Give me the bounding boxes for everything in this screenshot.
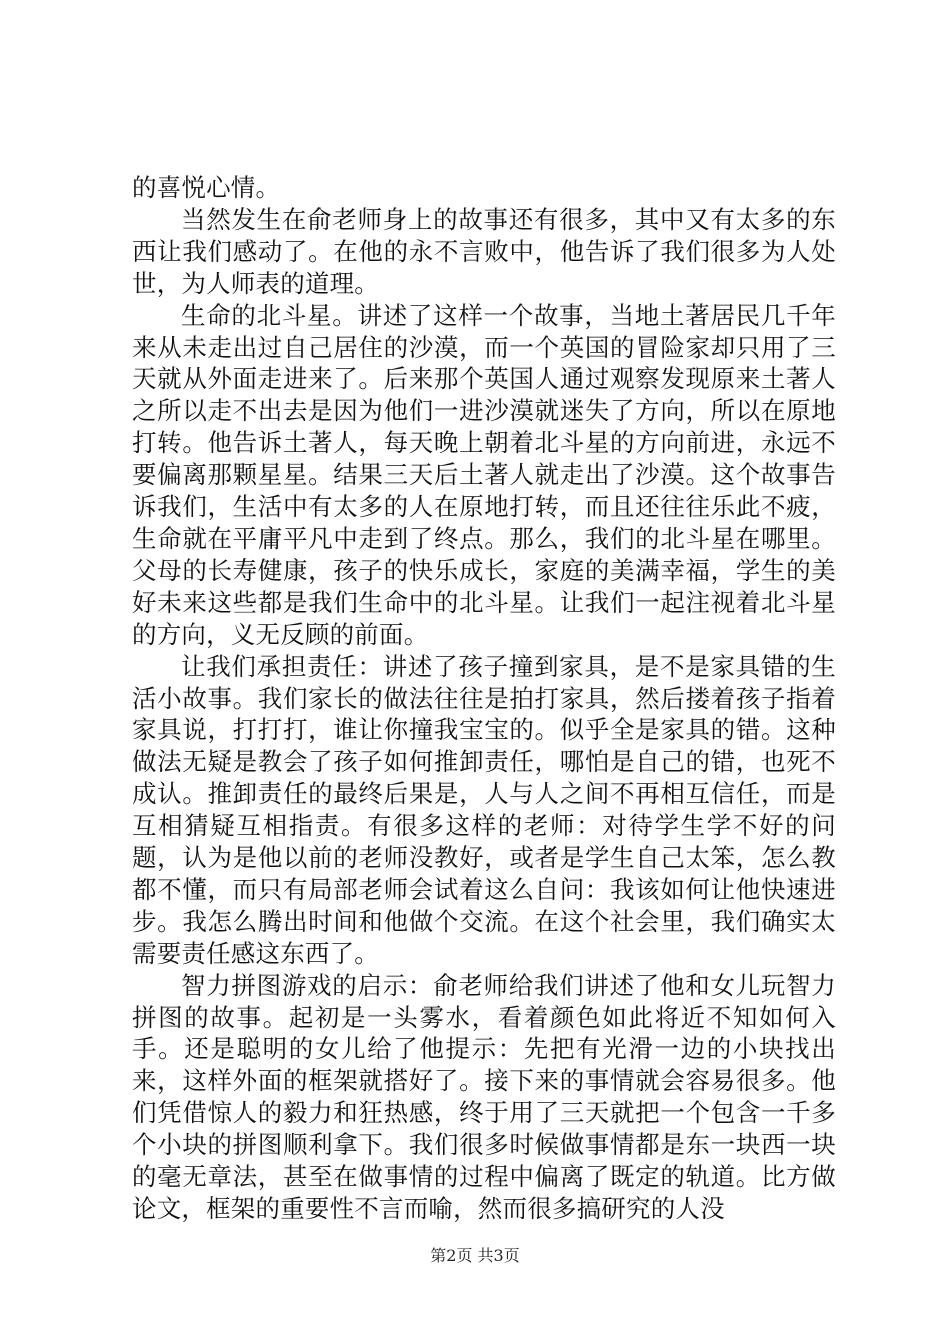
- paragraph-puzzle: 智力拼图游戏的启示：俞老师给我们讲述了他和女儿玩智力拼图的故事。起初是一头雾水，看着颜色如此将近不知如何入手。还是聪明的女儿给了他提示：先把有光滑一边的小块找出来，这样外面的框架就搭好了。接下来的事情就会容易很多。他们凭借惊人的毅力和狂热感，终于用了三天就把一个包含一千多个小块的拼图顺利拿下。我们很多时候做事情都是东一块西一块的毫无章法，甚至在做事情的过程中偏离了既定的轨道。比方做论文，框架的重要性不言而喻，然而很多搞研究的人没: [132, 970, 836, 1223]
- page-number-footer: 第2页 共3页: [430, 1246, 520, 1265]
- paragraph-north-star: 生命的北斗星。讲述了这样一个故事，当地土著居民几千年来从未走出过自己居住的沙漠，而一个英国的冒险家却只用了三天就从外面走进来了。后来那个英国人通过观察发现原来土著人之所以走不出去是因为他们一进沙漠就迷失了方向，所以在原地打转。他告诉土著人，每天晚上朝着北斗星的方向前进，永远不要偏离那颗星星。结果三天后土著人就走出了沙漠。这个故事告诉我们，生活中有太多的人在原地打转，而且还往往乐此不疲，生命就在平庸平凡中走到了终点。那么，我们的北斗星在哪里。父母的长寿健康，孩子的快乐成长，家庭的美满幸福，学生的美好未来这些都是我们生命中的北斗星。让我们一起注视着北斗星的方向，义无反顾的前面。: [132, 300, 836, 649]
- paragraph-continuation: 的喜悦心情。: [132, 173, 281, 202]
- paragraph-responsibility: 让我们承担责任：讲述了孩子撞到家具，是不是家具错的生活小故事。我们家长的做法往往是拍打家具，然后搂着孩子指着家具说，打打打，谁让你撞我宝宝的。似乎全是家具的错。这种做法无疑是教会了孩子如何推卸责任，哪怕是自己的错，也死不成认。推卸责任的最终后果是，人与人之间不再相互信任，而是互相猜疑互相指责。有很多这样的老师：对待学生学不好的问题，认为是他以前的老师没教好，或者是学生自己太笨，怎么教都不懂，而只有局部老师会试着这么自问：我该如何让他快速进步。我怎么腾出时间和他做个交流。在这个社会里，我们确实太需要责任感这东西了。: [132, 651, 836, 968]
- paragraph-teacher-stories: 当然发生在俞老师身上的故事还有很多，其中又有太多的东西让我们感动了。在他的永不言败中，他告诉了我们很多为人处世，为人师表的道理。: [132, 204, 836, 298]
- document-body: [132, 172, 836, 1225]
